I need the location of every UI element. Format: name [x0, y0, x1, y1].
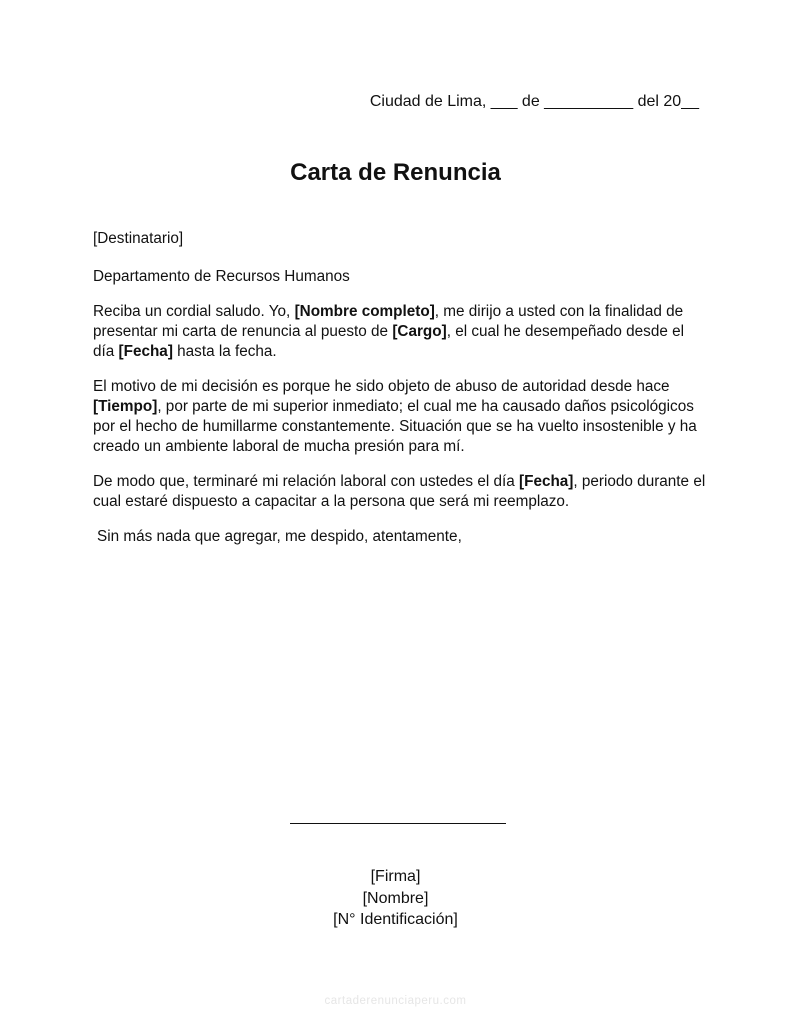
placeholder-time: [Tiempo] — [93, 398, 158, 415]
placeholder-end-date: [Fecha] — [519, 473, 574, 490]
paragraph-text: , por parte de mi superior inmediato; el cual me ha causado daños psicológicos por el hecho de humillarme constantemente. Situación que se ha vuelto insostenible y ha creado un ambiente laboral de mucha presión para mí. — [93, 398, 697, 455]
department: Departamento de Recursos Humanos — [93, 268, 350, 285]
paragraph-text: , me dirijo a usted con la finalidad de presentar mi carta de renuncia al puesto de — [93, 303, 684, 340]
paragraph-termination — [93, 472, 708, 512]
paragraph-text: De modo que, terminaré mi relación laboral con ustedes el día — [93, 473, 519, 490]
placeholder-start-date: [Fecha] — [118, 343, 173, 360]
letter-body — [93, 229, 708, 562]
paragraph-introduction — [93, 302, 708, 362]
placeholder-full-name: [Nombre completo] — [294, 303, 435, 320]
watermark: cartaderenunciaperu.com — [324, 995, 467, 1007]
paragraph-text: hasta la fecha. — [172, 343, 277, 360]
recipient: [Destinatario] — [93, 230, 184, 247]
name-placeholder: [Nombre] — [362, 889, 429, 907]
paragraph-text: , periodo durante el cual estaré dispuesto a capacitar a la persona que será mi reemplazo. — [93, 473, 706, 510]
date-line: Ciudad de Lima, ___ de __________ del 20__ — [369, 93, 699, 110]
signature-block — [0, 866, 791, 931]
paragraph-reason — [93, 377, 708, 457]
signature-line — [290, 823, 506, 824]
paragraph-text: Reciba un cordial saludo. Yo, — [93, 303, 295, 320]
id-placeholder: [N° Identificación] — [333, 911, 458, 928]
closing-line: Sin más nada que agregar, me despido, atentamente, — [97, 528, 462, 545]
letter-title: Carta de Renuncia — [290, 159, 501, 186]
placeholder-position: [Cargo] — [392, 323, 447, 340]
paragraph-text: , el cual he desempeñado desde el día — [93, 323, 684, 360]
signature-placeholder: [Firma] — [370, 868, 421, 885]
paragraph-text: El motivo de mi decisión es porque he sido objeto de abuso de autoridad desde hace — [93, 378, 670, 395]
